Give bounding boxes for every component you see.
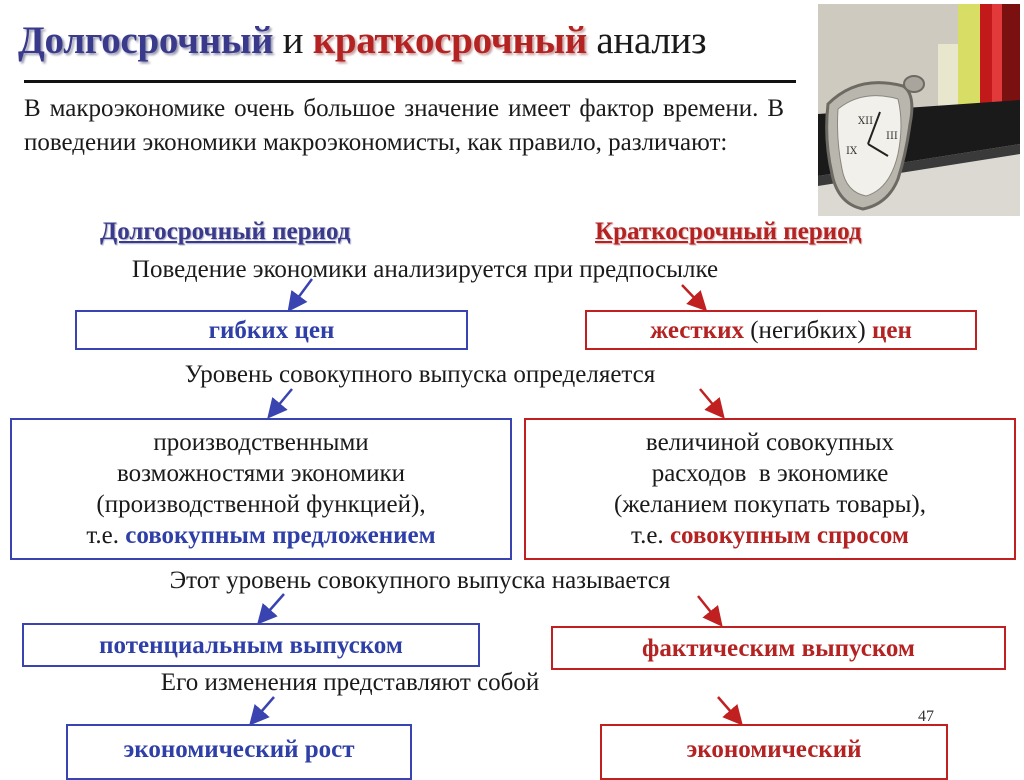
page-number: 47	[918, 708, 934, 725]
demand-line-2: расходов в экономике	[651, 460, 889, 487]
supply-line-3: (производственной функцией),	[96, 491, 426, 518]
statement-output-level: Уровень совокупного выпуска определяется	[184, 361, 656, 388]
demand-line-3: (желанием покупать товары),	[614, 491, 926, 518]
inflexible-text: (негибких)	[743, 316, 872, 344]
svg-text:XII: XII	[858, 116, 874, 127]
flexible-prices-text: гибких цен	[208, 316, 335, 344]
title-and: и	[273, 19, 313, 62]
demand-line-1: величиной совокупных	[645, 429, 895, 456]
aggregate-demand-text: совокупным спросом	[669, 522, 909, 549]
economic-cycle-text: экономический	[686, 736, 862, 763]
svg-text:III: III	[886, 131, 898, 142]
potential-output-text: потенциальным выпуском	[99, 631, 403, 659]
economic-growth-text: экономический рост	[123, 736, 355, 763]
heading-long-term-period: Долгосрочный период	[100, 218, 351, 245]
actual-output-text: фактическим выпуском	[642, 634, 915, 662]
arrow-red-3	[698, 596, 718, 621]
intro-paragraph: В макроэкономике очень большое значение имеет фактор времени. В поведении экономики макроэкономисты, как правило, различают:	[24, 95, 784, 156]
title-short-term: краткосрочный	[312, 19, 587, 62]
arrow-red-1	[682, 285, 702, 306]
aggregate-supply-text: совокупным предложением	[125, 522, 436, 549]
supply-line-1: производственными	[153, 429, 369, 456]
supply-ie: т.е.	[86, 522, 126, 549]
title-analysis: анализ	[586, 19, 707, 62]
arrow-red-4	[718, 697, 738, 720]
svg-text:IX: IX	[846, 146, 858, 157]
heading-short-term-period: Краткосрочный период	[595, 218, 862, 245]
arrow-blue-3	[262, 594, 284, 619]
prices-text: цен	[872, 316, 912, 344]
statement-prices: Поведение экономики анализируется при предпосылке	[131, 256, 719, 283]
arrow-blue-4	[254, 697, 274, 720]
demand-ie: т.е.	[631, 522, 670, 549]
statement-output-called: Этот уровень совокупного выпуска называется	[169, 567, 671, 594]
rigid-text: жестких	[650, 316, 744, 344]
supply-line-2: возможностями экономики	[116, 460, 405, 487]
arrow-blue-2	[272, 389, 292, 413]
statement-changes: Его изменения представляют собой	[160, 669, 540, 696]
arrow-red-2	[700, 389, 720, 413]
title-long-term: Долгосрочный	[18, 19, 274, 62]
arrow-blue-1	[292, 279, 312, 306]
